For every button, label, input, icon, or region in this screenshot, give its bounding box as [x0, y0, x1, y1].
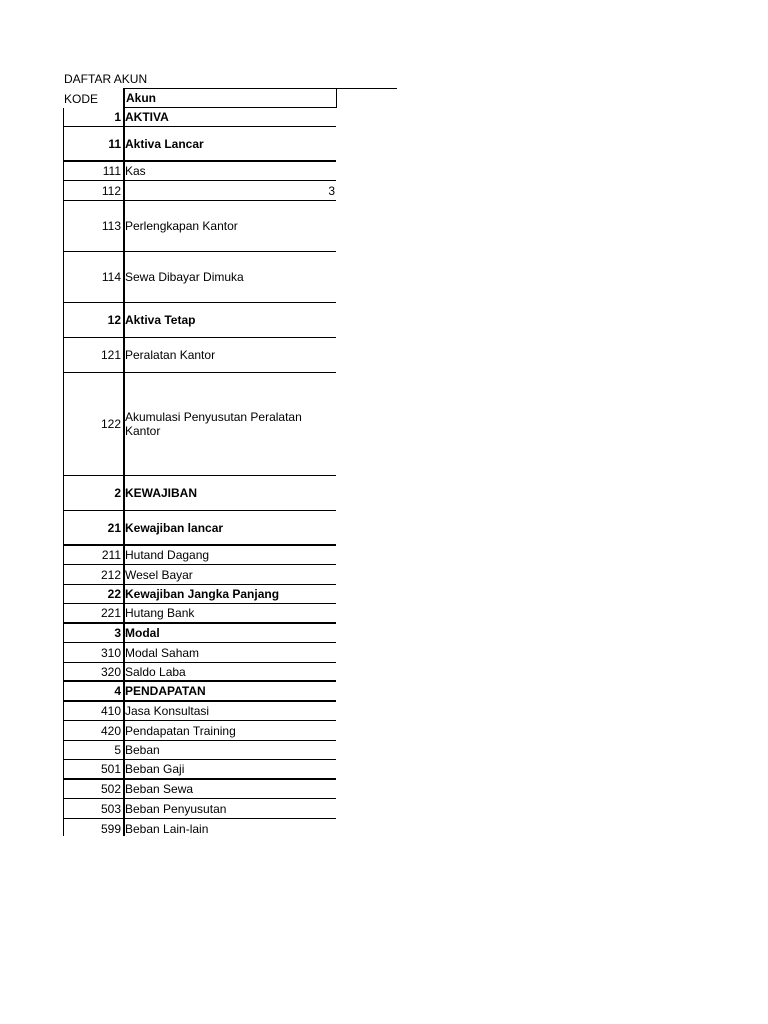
account-table: [63, 108, 336, 838]
account-name: Kas: [125, 164, 146, 178]
account-row[interactable]: [63, 127, 336, 162]
account-row[interactable]: [63, 373, 336, 476]
account-code: 221: [100, 606, 121, 620]
account-code: 3: [114, 626, 121, 640]
account-row[interactable]: [63, 338, 336, 373]
account-name: Akumulasi Penyusutan Peralatan Kantor: [125, 410, 302, 438]
account-code: 501: [100, 762, 121, 776]
account-name: Beban Sewa: [125, 782, 194, 796]
account-row[interactable]: [63, 780, 336, 799]
account-name: KEWAJIBAN: [125, 486, 198, 500]
account-name: Peralatan Kantor: [125, 348, 216, 362]
account-row[interactable]: [63, 201, 336, 252]
account-row[interactable]: [63, 585, 336, 604]
account-name: Aktiva Lancar: [125, 136, 204, 151]
account-row[interactable]: [63, 252, 336, 303]
account-name: Hutand Dagang: [125, 548, 210, 562]
account-row[interactable]: [63, 721, 336, 741]
account-name: PENDAPATAN: [125, 684, 206, 698]
account-row[interactable]: [63, 663, 336, 682]
account-name: Beban Lain-lain: [125, 821, 209, 836]
account-row[interactable]: [63, 511, 336, 546]
account-code: 502: [100, 782, 121, 796]
account-code: 11: [108, 136, 121, 151]
account-row[interactable]: [63, 760, 336, 780]
account-code: 112: [101, 183, 121, 198]
account-row[interactable]: [63, 643, 336, 663]
account-row[interactable]: [63, 604, 336, 624]
account-code: 111: [102, 164, 121, 178]
account-code: 310: [100, 645, 121, 660]
account-code: 21: [107, 520, 121, 535]
account-row[interactable]: [63, 799, 336, 819]
account-row[interactable]: [63, 546, 336, 565]
account-row[interactable]: [63, 819, 336, 838]
kode-column-header: KODE: [64, 92, 99, 106]
account-code: 113: [101, 219, 121, 233]
account-row[interactable]: [63, 303, 336, 338]
account-code: 320: [100, 664, 121, 679]
account-name: Hutang Bank: [125, 606, 195, 620]
account-row[interactable]: [63, 476, 336, 511]
account-code: 5: [114, 743, 121, 757]
account-code: 4: [114, 684, 121, 698]
account-name: Modal: [125, 626, 160, 640]
account-name: Perlengkapan Kantor: [125, 219, 238, 233]
account-name: Beban Penyusutan: [125, 801, 227, 816]
account-code: 122: [100, 417, 121, 431]
account-code: 114: [101, 270, 121, 284]
akun-column-header[interactable]: Akun: [123, 89, 337, 108]
account-code: 599: [100, 821, 121, 836]
account-code: 503: [100, 801, 121, 816]
account-name: Modal Saham: [125, 645, 200, 660]
account-name: Beban: [125, 743, 160, 757]
account-name: Pendapatan Training: [125, 723, 236, 738]
account-code: 212: [100, 567, 121, 582]
account-row[interactable]: [63, 682, 336, 702]
sheet-title: DAFTAR AKUN: [64, 72, 148, 86]
account-name: Aktiva Tetap: [125, 313, 196, 327]
account-code: 2: [114, 486, 121, 500]
account-name: Sewa Dibayar Dimuka: [125, 270, 244, 284]
account-row[interactable]: [63, 741, 336, 760]
account-row[interactable]: [63, 565, 336, 585]
account-extra-value: 3: [328, 183, 335, 198]
account-name: Kewajiban lancar: [125, 520, 224, 535]
account-code: 410: [100, 704, 121, 718]
account-code: 420: [100, 723, 121, 738]
account-row[interactable]: [63, 162, 336, 181]
account-code: 1: [114, 110, 121, 124]
account-name: AKTIVA: [125, 110, 169, 124]
account-name: Wesel Bayar: [125, 567, 193, 582]
account-row[interactable]: [63, 108, 336, 127]
account-code: 22: [107, 587, 121, 601]
account-row[interactable]: [63, 624, 336, 643]
account-code: 121: [100, 348, 121, 362]
account-row[interactable]: [63, 702, 336, 721]
account-row[interactable]: [63, 181, 336, 201]
account-code: 211: [101, 548, 121, 562]
account-name: Kewajiban Jangka Panjang: [125, 587, 280, 601]
account-name: Jasa Konsultasi: [125, 704, 210, 718]
account-name: Saldo Laba: [125, 664, 186, 679]
account-name: Beban Gaji: [125, 762, 185, 776]
account-code: 12: [107, 313, 121, 327]
